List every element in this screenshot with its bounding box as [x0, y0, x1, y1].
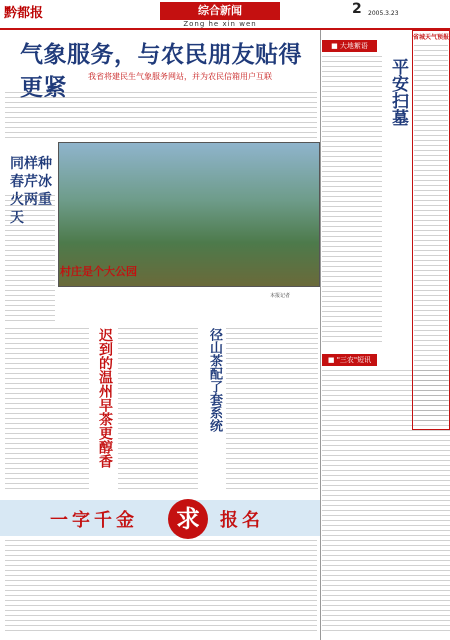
weather-title: 省城天气预报	[412, 34, 449, 41]
photo-credit: 本报记者	[270, 293, 291, 299]
jingshan-tea-title: 径山茶配了套系统	[207, 328, 222, 432]
ping-an-title: 平安扫墓	[388, 58, 408, 126]
photo-caption: 村庄是个大公园	[60, 265, 137, 278]
banner-article-body	[5, 540, 317, 635]
banner-text-right: 报名	[220, 510, 264, 531]
lead-article-body	[5, 92, 317, 140]
article-body-mid	[118, 328, 198, 493]
banner-big-char: 求	[168, 499, 208, 539]
tea-article-title: 迟到的温州早茶更醇香	[97, 328, 113, 468]
article-body-right	[226, 328, 318, 493]
sidebar-article-body-1	[322, 56, 382, 346]
masthead-logo: 黔都报	[4, 6, 44, 21]
sidebar-label-1: ■ 大地絮语	[322, 40, 377, 52]
section-title: 综合新闻	[160, 2, 280, 20]
side-headline: 同样种春芹冰火两重天	[10, 156, 52, 226]
main-subheadline: 我省将建民生气象服务网站，并为农民信箱用户互联	[88, 72, 272, 81]
side-article-body	[5, 195, 55, 325]
weather-body	[414, 45, 448, 425]
section-pinyin: Zong he xin wen	[183, 20, 257, 28]
banner-text-left: 一字千金	[50, 510, 138, 531]
article-body-left	[5, 328, 89, 493]
sidebar-label-2: ■ "三农"短讯	[322, 354, 377, 366]
issue-date: 2005.3.23	[368, 10, 399, 17]
main-headline: 气象服务，与农民朋友贴得更紧	[20, 42, 302, 101]
call-banner	[0, 500, 320, 536]
page-number: 2	[352, 1, 362, 17]
